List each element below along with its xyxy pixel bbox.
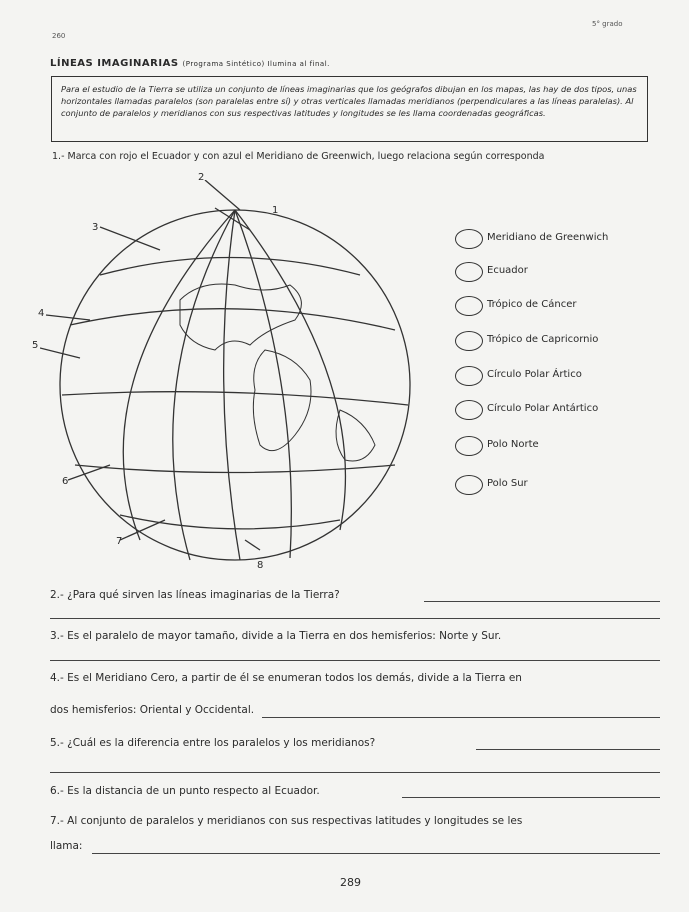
globe-label-5: 5 xyxy=(32,340,39,351)
globe-outline xyxy=(60,210,410,560)
meridian-greenwich xyxy=(224,210,240,560)
pointer-8 xyxy=(245,540,260,550)
title-sub: (Programa Sintético) Ilumina al final. xyxy=(182,60,330,68)
meridian-d xyxy=(123,210,235,540)
grade-label: 5° grado xyxy=(592,20,623,28)
meridian-b xyxy=(235,210,291,558)
parallel-cancer xyxy=(70,309,395,330)
pointer-4 xyxy=(46,315,90,320)
question-3: 3.- Es el paralelo de mayor tamaño, divide a la Tierra en dos hemisferios: Norte y Sur. xyxy=(50,630,502,642)
globe-label-3: 3 xyxy=(92,222,99,233)
answer-circle[interactable] xyxy=(455,366,483,386)
pointer-3 xyxy=(100,227,160,250)
meridian-a xyxy=(173,210,235,560)
parallel-equator xyxy=(62,392,408,405)
parallel-antarctic xyxy=(120,515,340,529)
answer-line-7[interactable] xyxy=(92,853,660,854)
globe-label-4: 4 xyxy=(38,308,45,319)
answer-line-4[interactable] xyxy=(262,717,660,718)
answer-circle[interactable] xyxy=(455,331,483,351)
parallel-capricorn xyxy=(75,465,395,473)
answer-line-6[interactable] xyxy=(402,797,660,798)
answer-line-5b[interactable] xyxy=(50,772,660,773)
title-main: LÍNEAS IMAGINARIAS xyxy=(50,58,179,69)
continent-africa xyxy=(253,350,311,451)
option-label: Trópico de Capricornio xyxy=(487,334,599,345)
page-corner-number: 260 xyxy=(52,32,66,40)
option-label: Polo Norte xyxy=(487,439,539,450)
question-4: 4.- Es el Meridiano Cero, a partir de él se enumeran todos los demás, divide a la Tierra en xyxy=(50,672,522,684)
pointer-6 xyxy=(68,465,110,480)
answer-circle[interactable] xyxy=(455,475,483,495)
option-label: Ecuador xyxy=(487,265,528,276)
globe-label-7: 7 xyxy=(116,536,123,547)
option-label: Círculo Polar Antártico xyxy=(487,403,599,414)
worksheet-title xyxy=(50,58,330,69)
question-6: 6.- Es la distancia de un punto respecto al Ecuador. xyxy=(50,785,320,797)
globe-label-8: 8 xyxy=(257,560,264,571)
option-label: Círculo Polar Ártico xyxy=(487,369,582,380)
globe-diagram[interactable] xyxy=(40,180,440,580)
page-number: 289 xyxy=(340,876,361,889)
question-7: 7.- Al conjunto de paralelos y meridianos con sus respectivas latitudes y longitudes se les xyxy=(50,815,523,827)
answer-circle[interactable] xyxy=(455,400,483,420)
answer-line-2a[interactable] xyxy=(424,601,660,602)
globe-label-6: 6 xyxy=(62,476,69,487)
globe-label-2: 2 xyxy=(198,172,205,183)
parallel-arctic xyxy=(100,258,360,276)
answer-line-3[interactable] xyxy=(50,660,660,661)
answer-line-5a[interactable] xyxy=(476,749,660,750)
question-5: 5.- ¿Cuál es la diferencia entre los paralelos y los meridianos? xyxy=(50,737,376,749)
question-2: 2.- ¿Para qué sirven las líneas imaginarias de la Tierra? xyxy=(50,589,340,601)
intro-box: Para el estudio de la Tierra se utiliza un conjunto de líneas imaginarias que los geógrafos dibujan en los mapas, las hay de dos tipos, unas horizontales llamadas paralelos (son paralelas entre sí) y otras verticales llamadas meridianos (perpendiculares a las líneas paralelas). Al conjunto de paralelos y meridianos con sus respectivas latitudes y longitudes se les llama coordenadas geográficas. xyxy=(51,76,648,142)
question-4-cont: dos hemisferios: Oriental y Occidental. xyxy=(50,704,255,716)
pointer-5 xyxy=(40,348,80,358)
answer-circle[interactable] xyxy=(455,436,483,456)
answer-circle[interactable] xyxy=(455,229,483,249)
pointer-2 xyxy=(205,180,240,210)
answer-circle[interactable] xyxy=(455,296,483,316)
answer-circle[interactable] xyxy=(455,262,483,282)
option-label: Polo Sur xyxy=(487,478,528,489)
question-1: 1.- Marca con rojo el Ecuador y con azul el Meridiano de Greenwich, luego relaciona según corresponda xyxy=(52,151,545,162)
option-label: Meridiano de Greenwich xyxy=(487,232,609,243)
option-label: Trópico de Cáncer xyxy=(487,299,577,310)
answer-line-2b[interactable] xyxy=(50,618,660,619)
globe-label-1: 1 xyxy=(272,205,279,216)
question-7-cont: llama: xyxy=(50,840,83,852)
